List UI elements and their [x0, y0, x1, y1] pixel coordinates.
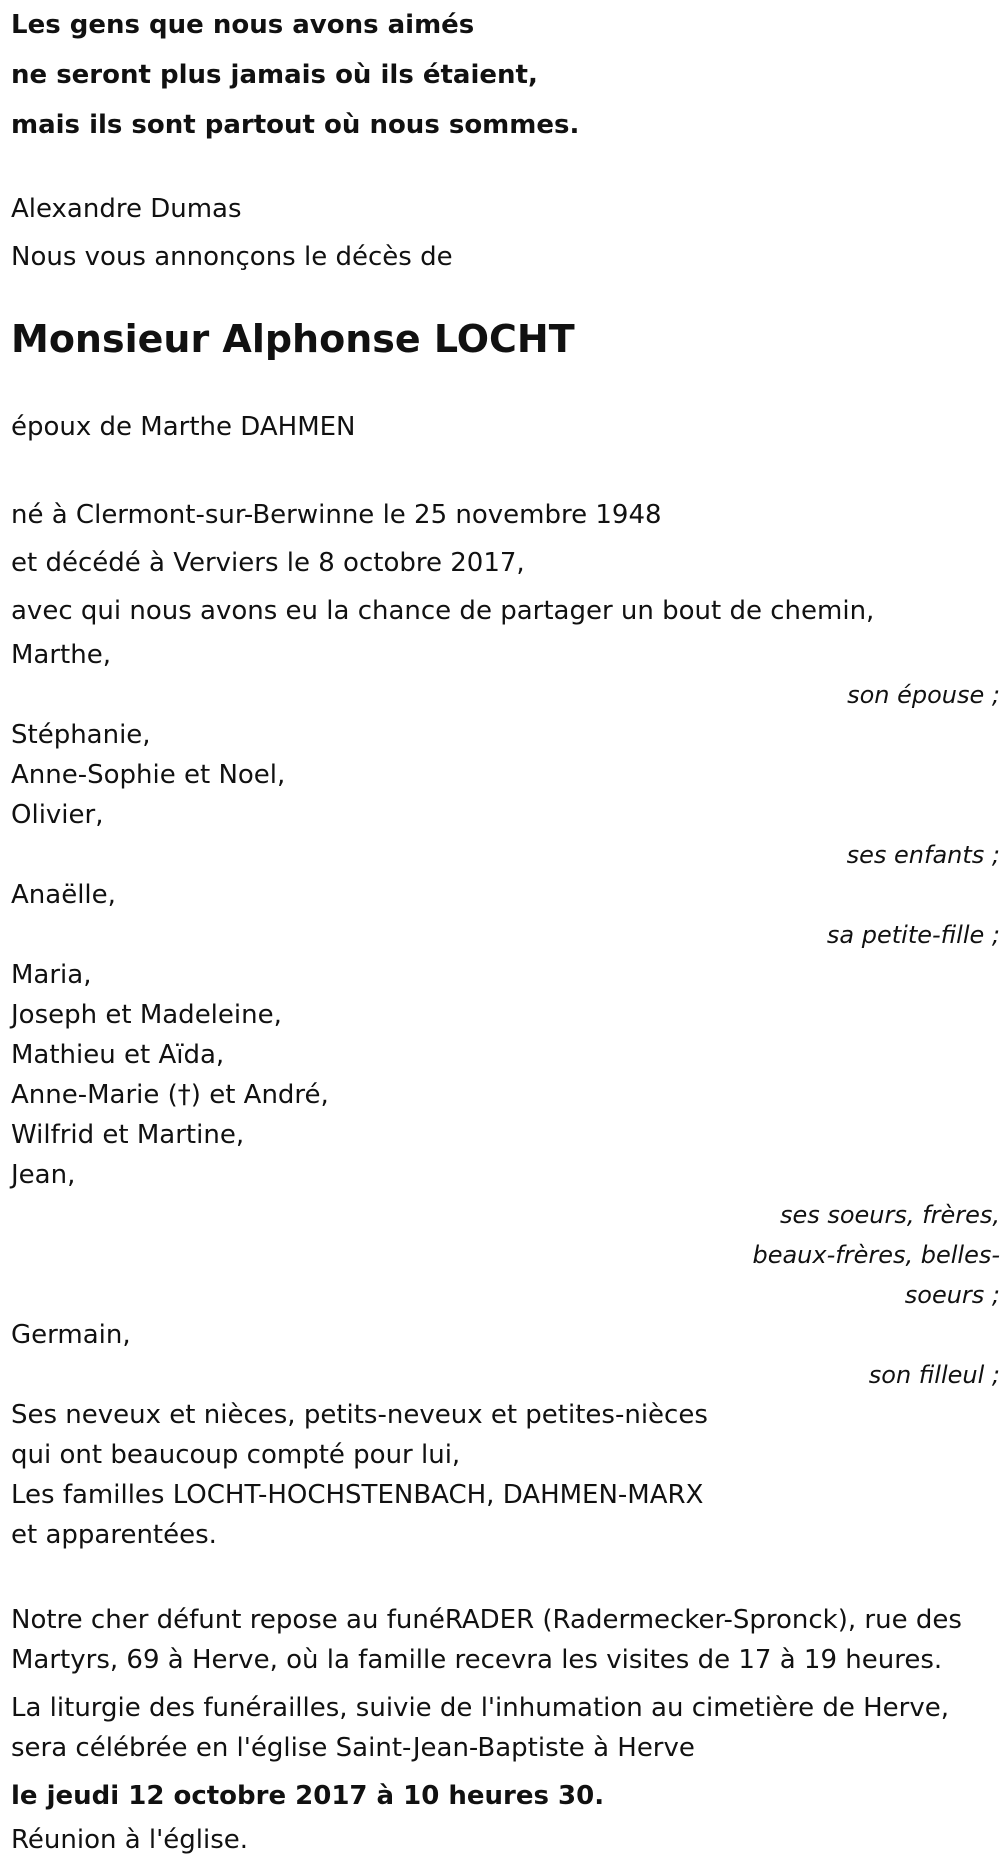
meeting-text: Réunion à l'église.	[11, 1825, 249, 1855]
announcement-text: Nous vous annonçons le décès de	[11, 242, 453, 272]
family-member-name: Mathieu et Aïda,	[11, 1040, 225, 1070]
family-role: son épouse ;	[847, 681, 1000, 709]
family-member-name: Stéphanie,	[11, 720, 151, 750]
family-member-name: Marthe,	[11, 640, 111, 670]
family-member-name: Maria,	[11, 960, 92, 990]
family-group-godson	[11, 1315, 1000, 1395]
quote-author: Alexandre Dumas	[11, 194, 242, 224]
ceremony-date: le jeudi 12 octobre 2017 à 10 heures 30.	[11, 1781, 605, 1811]
extended-family	[11, 1395, 1000, 1555]
intro-line: avec qui nous avons eu la chance de partager un bout de chemin,	[11, 596, 875, 626]
family-member-name: Germain,	[11, 1320, 131, 1350]
obituary-content	[11, 0, 1000, 1860]
family-member-name: Anaëlle,	[11, 880, 116, 910]
death-line: et décédé à Verviers le 8 octobre 2017,	[11, 548, 525, 578]
family-member-name: Jean,	[11, 1160, 76, 1190]
extended-family-line: et apparentées.	[11, 1520, 217, 1550]
liturgy-paragraph: La liturgie des funérailles, suivie de l'inhumation au cimetière de Herve, sera célébrée en l'église Saint-Jean-Baptiste à Herve	[11, 1693, 950, 1763]
family-group-granddaughter	[11, 875, 1000, 955]
family-group-siblings	[11, 955, 1000, 1315]
quote-line-2: ne seront plus jamais où ils étaient,	[11, 60, 538, 90]
family-member-name: Wilfrid et Martine,	[11, 1120, 245, 1150]
family-role: sa petite-fille ;	[826, 921, 1000, 949]
family-member-name: Anne-Marie (†) et André,	[11, 1080, 329, 1110]
family-list	[11, 635, 1000, 1395]
quote-line-3: mais ils sont partout où nous sommes.	[11, 110, 580, 140]
family-role: son filleul ;	[868, 1361, 1000, 1389]
family-member-name: Joseph et Madeleine,	[11, 1000, 282, 1030]
repose-paragraph: Notre cher défunt repose au funéRADER (Radermecker-Spronck), rue des Martyrs, 69 à Herve, où la famille recevra les visites de 17 à 19 heures.	[11, 1605, 962, 1675]
birth-line: né à Clermont-sur-Berwinne le 25 novembre 1948	[11, 500, 662, 530]
quote-block	[11, 0, 1000, 150]
family-group-children	[11, 715, 1000, 875]
family-member-name: Anne-Sophie et Noel,	[11, 760, 286, 790]
family-member-name: Olivier,	[11, 800, 104, 830]
spouse-line: époux de Marthe DAHMEN	[11, 412, 356, 442]
family-role: ses soeurs, frères, beaux-frères, belles-soeurs ;	[752, 1201, 1000, 1309]
family-role: ses enfants ;	[846, 841, 1000, 869]
extended-family-line: Les familles LOCHT-HOCHSTENBACH, DAHMEN-MARX	[11, 1480, 704, 1510]
extended-family-line: qui ont beaucoup compté pour lui,	[11, 1440, 461, 1470]
quote-line-1: Les gens que nous avons aimés	[11, 10, 475, 40]
deceased-name: Monsieur Alphonse LOCHT	[11, 317, 575, 361]
family-group-spouse	[11, 635, 1000, 715]
extended-family-line: Ses neveux et nièces, petits-neveux et petites-nièces	[11, 1400, 708, 1430]
